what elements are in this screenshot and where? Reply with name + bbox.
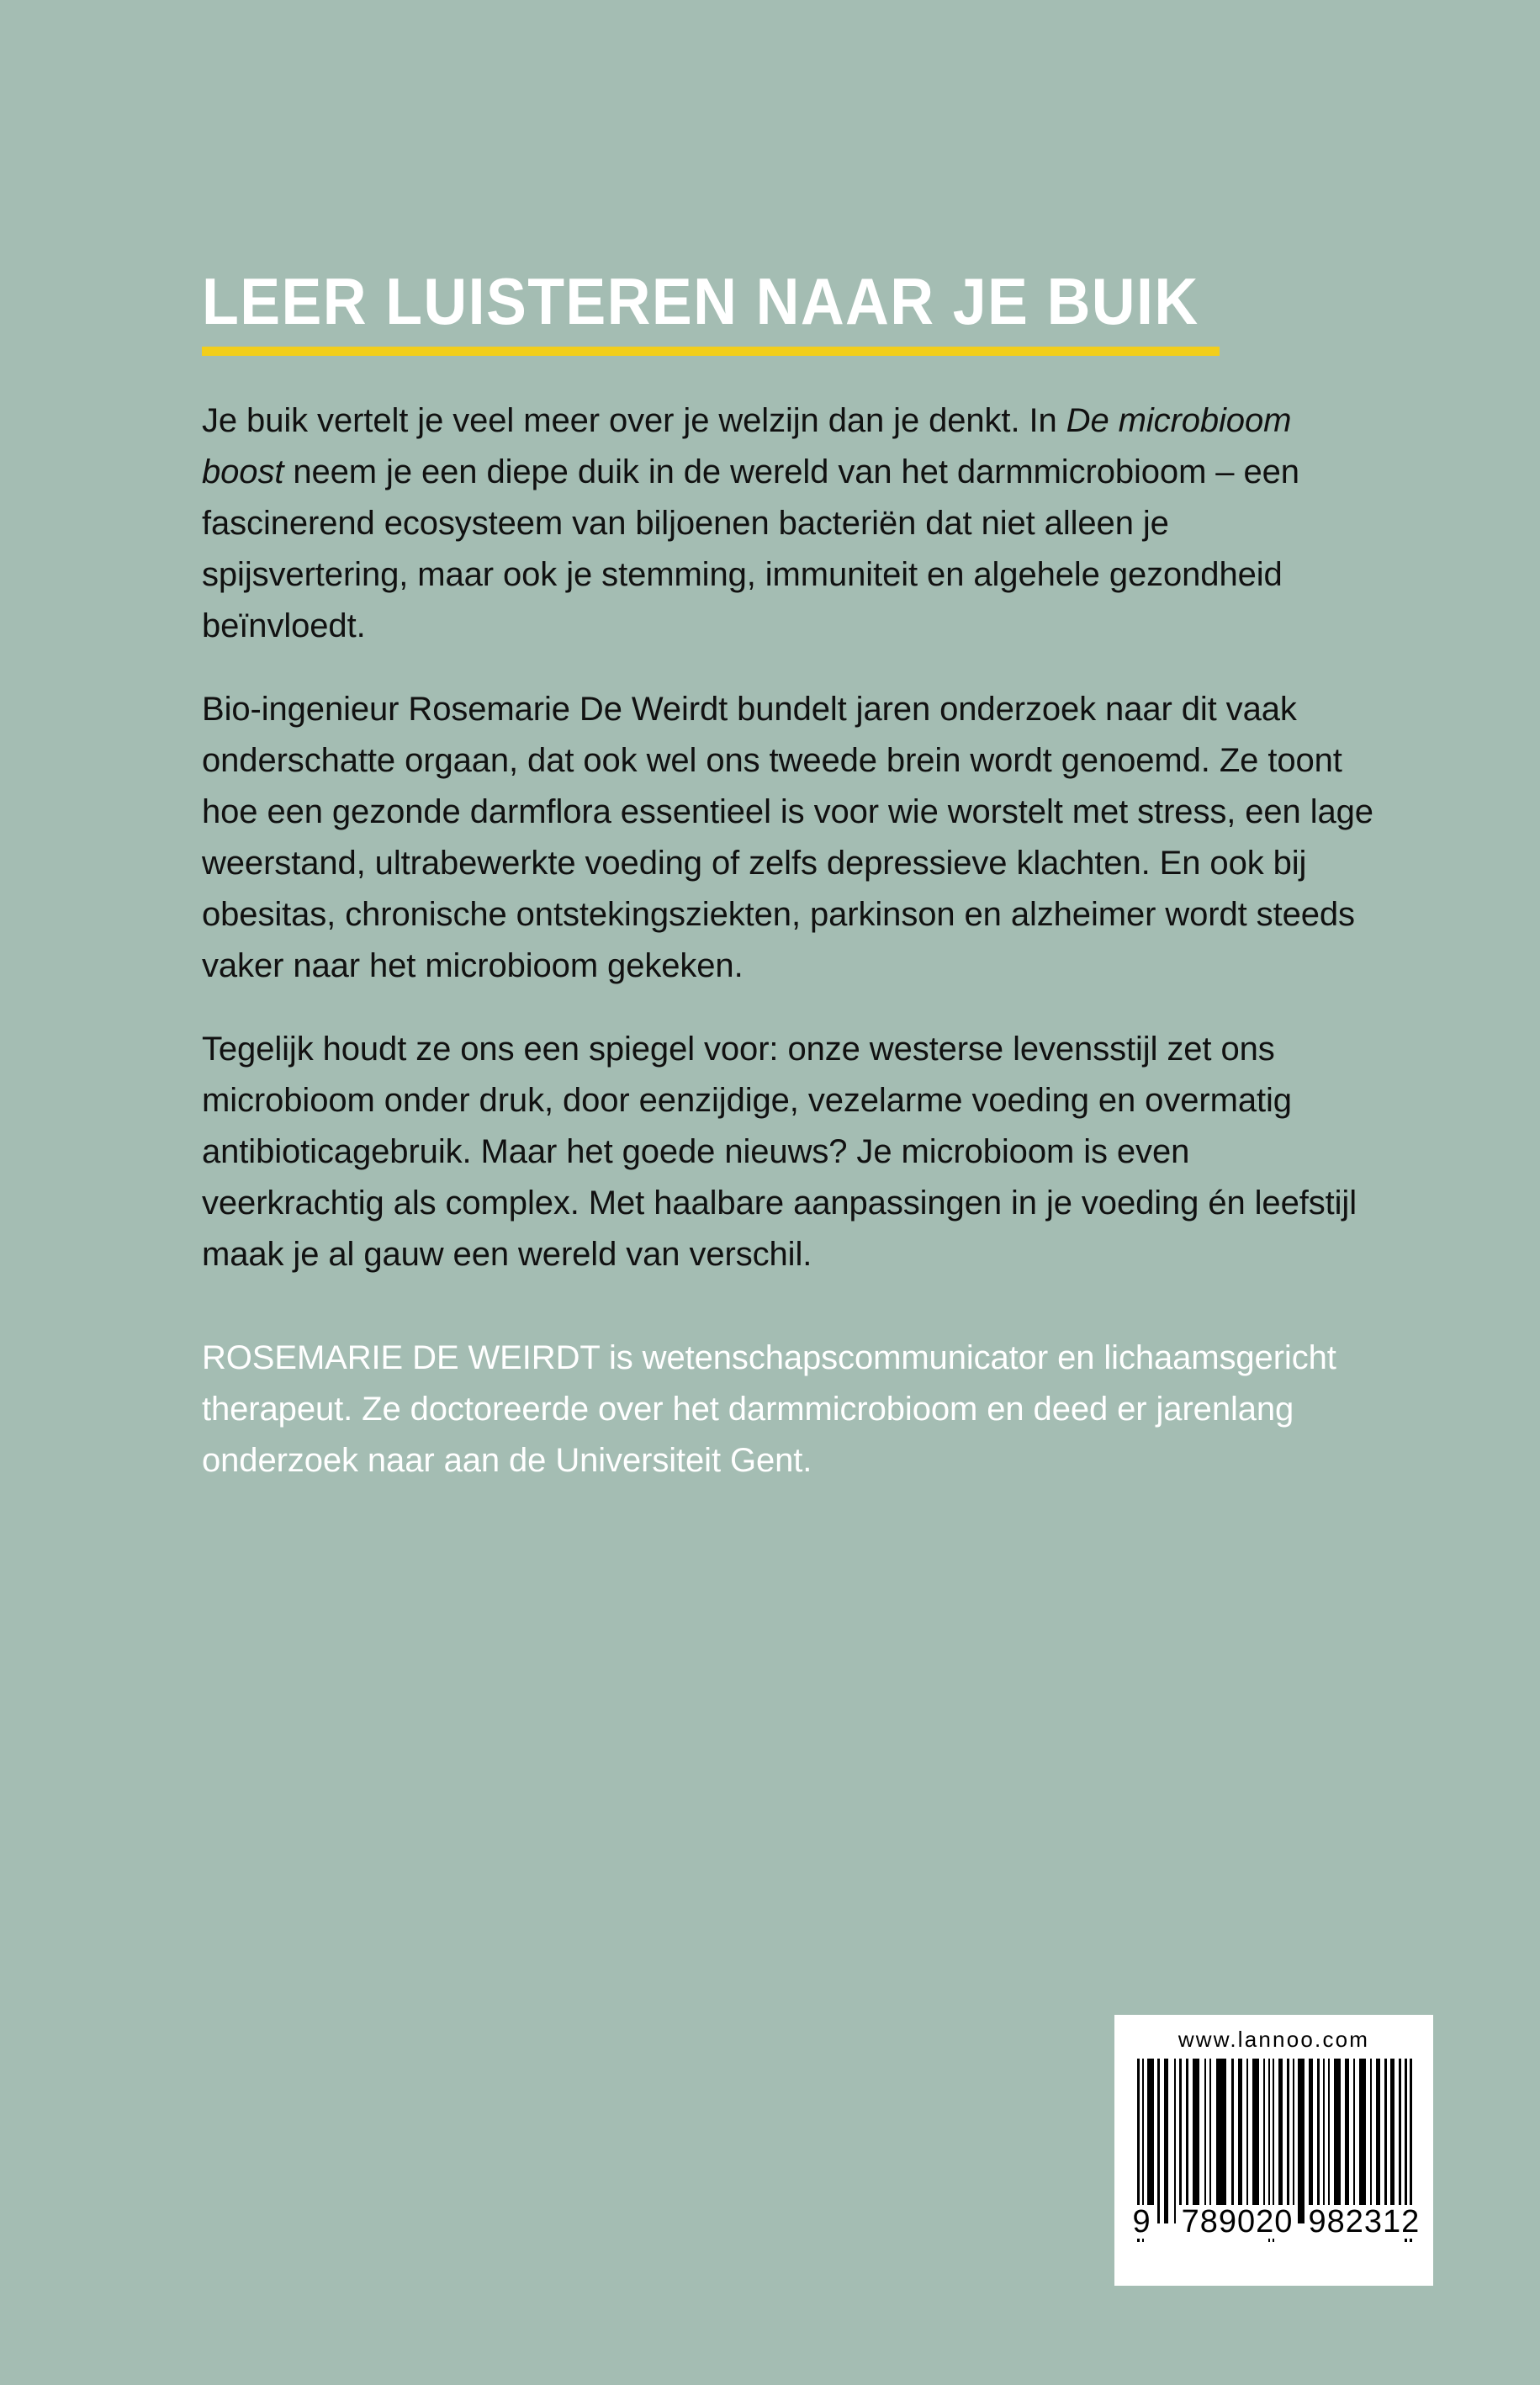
title-accent-rule xyxy=(202,347,1220,356)
title-block xyxy=(202,264,1379,356)
blurb-paragraph-2: Bio-ingenieur Rosemarie De Weirdt bundelt jaren onderzoek naar dit vaak onderschatte orgaan, dat ook wel ons tweede brein wordt genoemd. Ze toont hoe een gezonde darmflora essentieel is voor wie worstelt met stress, een lage weerstand, ultrabewerkte voeding of zelfs depressieve klachten. En ook bij obesitas, chronische ontstekingsziekten, parkinson en alzheimer wordt steeds vaker naar het microbioom gekeken. xyxy=(202,691,1373,984)
author-name: ROSEMARIE DE WEIRDT xyxy=(202,1339,600,1376)
blurb-paragraph-1 xyxy=(202,395,1375,652)
blurb-p1-lead: Je buik vertelt je veel meer over je welzijn dan je denkt. In xyxy=(202,402,1066,439)
page-title: LEER LUISTEREN NAAR JE BUIK xyxy=(202,264,1199,338)
publisher-url: www.lannoo.com xyxy=(1177,2027,1370,2052)
isbn-lead-digit: 9 xyxy=(1133,2205,1156,2239)
blurb-text-block xyxy=(202,395,1375,1487)
isbn-left-group: 789020 xyxy=(1178,2205,1297,2239)
blurb-paragraph-3: Tegelijk houdt ze ons een spiegel voor: onze westerse levensstijl zet ons microbioom onder druk, door eenzijdige, vezelarme voeding en overmatig antibioticagebruik. Maar het goede nieuws? Je microbioom is even veerkrachtig als complex. Met haalbare aanpassingen in je voeding én leefstijl maak je al gauw een wereld van verschil. xyxy=(202,1031,1357,1273)
barcode-panel xyxy=(1114,2015,1433,2286)
isbn-right-group: 982312 xyxy=(1305,2205,1423,2239)
book-title-mention: De microbioom boost xyxy=(202,402,1292,490)
blurb-p1-tail: neem je een diepe duik in de wereld van het darmmicrobioom – een fascinerend ecosysteem van biljoenen bacteriën dat niet alleen je spijsvertering, maar ook je stemming, immuniteit en algehele gezondheid beïnvloedt. xyxy=(202,453,1299,644)
author-bio-text: is wetenschapscommunicator en lichaamsgericht therapeut. Ze doctoreerde over het darmmicrobioom en deed er jarenlang onderzoek naar aan de Universiteit Gent. xyxy=(202,1339,1336,1479)
author-bio xyxy=(202,1333,1375,1487)
isbn-digits xyxy=(1131,2204,1421,2239)
